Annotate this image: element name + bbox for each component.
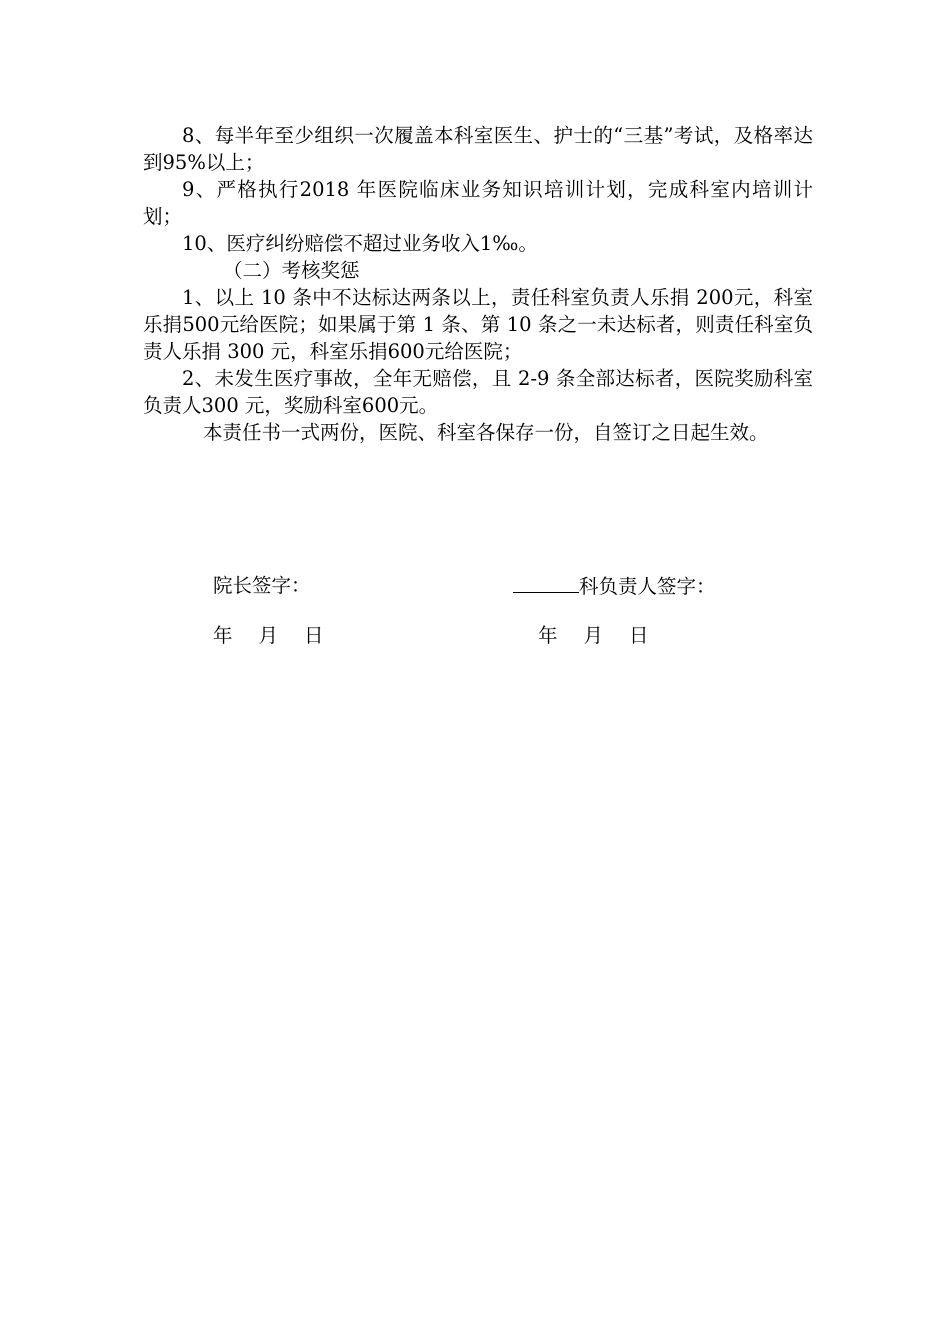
dept-head-signature-label: 科负责人签字：: [579, 575, 716, 598]
item-9-paragraph: 9、严格执行2018 年医院临床业务知识培训计划，完成科室内培训计划；: [143, 178, 813, 228]
item-8-paragraph: 8、每半年至少组织一次履盖本科室医生、护士的“三基”考试，及格率达到95%以上；: [143, 124, 813, 174]
date-day-label: 日: [304, 624, 324, 647]
date-year-label: 年: [538, 624, 558, 647]
date-year-label: 年: [213, 624, 233, 647]
item-10-paragraph: 10、医疗纠纷赔偿不超过业务收入1‰。: [182, 232, 538, 255]
closing-paragraph: 本责任书一式两份，医院、科室各保存一份，自签订之日起生效。: [203, 421, 769, 444]
director-signature-label: 院长签字：: [213, 574, 311, 597]
dept-head-date: [538, 622, 649, 649]
director-signature: [213, 572, 311, 599]
signature-line: [513, 572, 579, 593]
dept-head-signature: [513, 572, 716, 600]
date-month-label: 月: [258, 624, 279, 647]
document-body: [143, 122, 813, 446]
reward-2-paragraph: 2、未发生医疗事故，全年无赔偿，且 2-9 条全部达标者，医院奖励科室负责人300 元，奖励科室600元。: [143, 367, 813, 417]
director-date: [213, 622, 324, 649]
date-day-label: 日: [629, 624, 649, 647]
reward-1-paragraph: 1、以上 10 条中不达标达两条以上，责任科室负责人乐捐 200元，科室乐捐500元给医院；如果属于第 1 条、第 10 条之一未达标者，则责任科室负责人乐捐 300 元，科室乐捐600元给医院；: [143, 286, 813, 363]
section-2-heading: （二）考核奖惩: [223, 259, 360, 282]
date-month-label: 月: [583, 624, 604, 647]
